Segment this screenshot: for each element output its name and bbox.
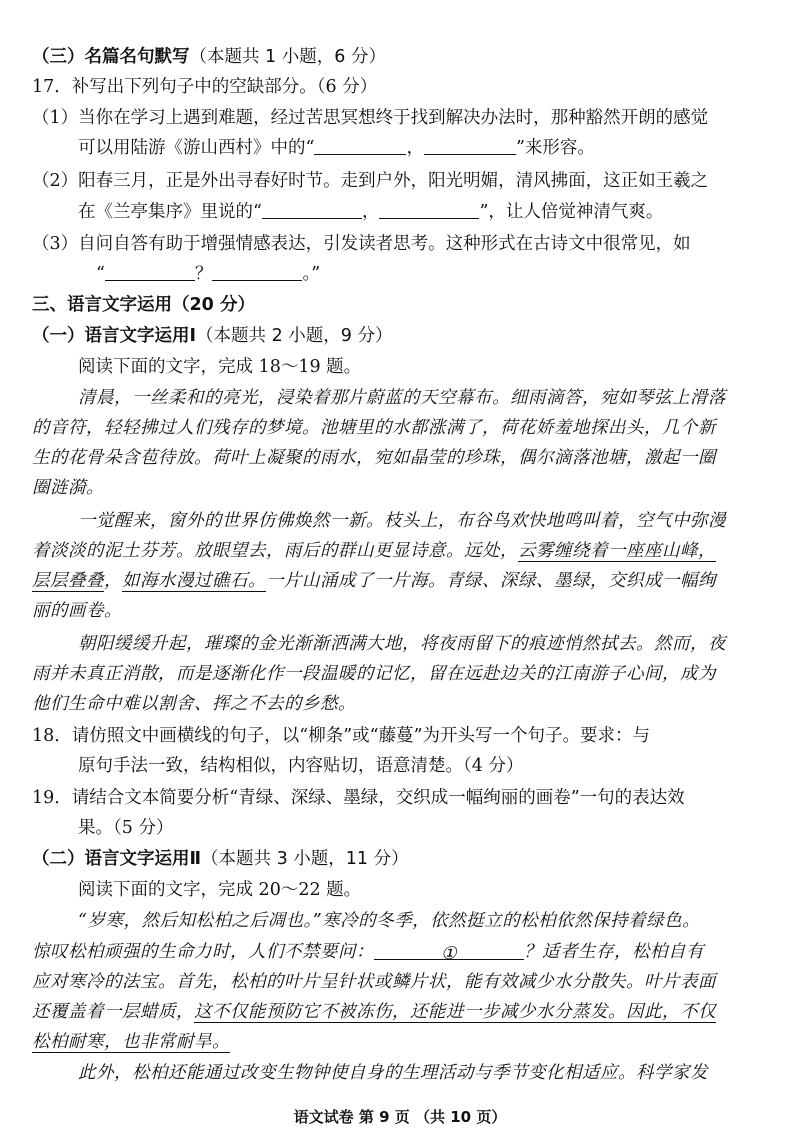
sub1-heading-line: [32, 323, 392, 349]
q17-p1-line1: （1）当你在学习上遇到难题，经过苦思冥想终于找到解决办法时，那种豁然开朗的感觉: [32, 108, 709, 128]
section-c-meta: （本题共 1 小题，6 分）: [189, 47, 386, 67]
passage2-l4: 还覆盖着一层蜡质，这不仅能预防它不被冻伤，还能进一步减少水分蒸发。因此，不仅: [32, 1002, 716, 1022]
q18-l2: 原句手法一致，结构相似，内容贴切，语意清楚。（4 分）: [78, 756, 524, 776]
q17-p3-line2: “ ？ 。”: [96, 264, 321, 284]
page-footer: 语文试卷 第 9 页 （共 10 页）: [293, 1108, 507, 1126]
passage2-blank-1[interactable]: ①: [374, 941, 524, 960]
passage1-p1-l4: 圈涟漪。: [32, 478, 104, 498]
passage1-p3-l3: 他们生命中难以割舍、挥之不去的乡愁。: [32, 694, 356, 714]
sub1-heading: （一）语言文字运用Ⅰ: [32, 326, 197, 346]
underlined-sentence-2a: 这不仅能预防它不被冻伤，还能进一步减少水分蒸发。因此，不仅: [194, 1002, 716, 1022]
q19-l2: 果。（5 分）: [78, 818, 174, 838]
sub1-meta: （本题共 2 小题，9 分）: [196, 326, 393, 346]
sub2-intro: 阅读下面的文字，完成 20～22 题。: [78, 880, 362, 900]
passage2-l5: [32, 1029, 230, 1055]
sub2-heading-line: [32, 846, 409, 872]
q17-p2-line1: （2）阳春三月，正是外出寻春好时节。走到户外，阳光明媚，清风拂面，这正如王羲之: [32, 171, 709, 191]
passage1-p1-l3: 生的花骨朵含苞待放。荷叶上凝聚的雨水，宛如晶莹的珍珠，偶尔滴落池塘，激起一圈: [32, 448, 716, 468]
q19-l1: 19．请结合文本简要分析“青绿、深绿、墨绿，交织成一幅绚丽的画卷”一句的表达效: [32, 788, 685, 808]
q17-p2-blank-1[interactable]: [262, 200, 362, 219]
part3-heading: 三、语言文字运用（20 分）: [32, 295, 255, 315]
underlined-sentence-2b: 松柏耐寒，也非常耐旱。: [32, 1032, 230, 1052]
passage1-p2-l1: 一觉醒来，窗外的世界仿佛焕然一新。枝头上，布谷鸟欢快地鸣叫着，空气中弥漫: [78, 511, 726, 531]
sub2-heading: （二）语言文字运用Ⅱ: [32, 849, 202, 869]
section-c-heading-line: [32, 44, 386, 70]
passage2-l1: “岁寒，然后知松柏之后凋也。”寒冷的冬季，依然挺立的松柏依然保持着绿色。: [78, 911, 701, 931]
passage1-p3-l2: 雨并未真正消散，而是逐渐化作一段温暖的记忆，留在远赴边关的江南游子心间，成为: [32, 664, 716, 684]
q18-l1: 18．请仿照文中画横线的句子，以“柳条”或“藤蔓”为开头写一个句子。要求：与: [32, 726, 651, 746]
q17-p3-line1: （3）自问自答有助于增强情感表达，引发读者思考。这种形式在古诗文中很常见，如: [32, 234, 691, 254]
underlined-sentence-part3: 如海水漫过礁石。: [122, 571, 266, 591]
q17-p2-line2: 在《兰亭集序》里说的“ ， ”，让人倍觉神清气爽。: [78, 202, 664, 222]
passage2-l6: 此外，松柏还能通过改变生物钟使自身的生理活动与季节变化相适应。科学家发: [78, 1063, 708, 1083]
sub1-intro: 阅读下面的文字，完成 18～19 题。: [78, 357, 362, 377]
passage1-p1-l1: 清晨，一丝柔和的亮光，浸染着那片蔚蓝的天空幕布。细雨滴答，宛如琴弦上滑落: [78, 388, 726, 408]
passage1-p3-l1: 朝阳缓缓升起，璀璨的金光渐渐洒满大地，将夜雨留下的痕迹悄然拭去。然而，夜: [78, 634, 726, 654]
q17-p1-blank-2[interactable]: [424, 136, 516, 155]
passage1-p2-l4: 丽的画卷。: [32, 601, 122, 621]
section-c-heading: （三）名篇名句默写: [32, 47, 190, 67]
passage2-l3: 应对寒冷的法宝。首先，松柏的叶片呈针状或鳞片状，能有效减少水分散失。叶片表面: [32, 972, 716, 992]
passage2-l2: 惊叹松柏顽强的生命力时，人们不禁要问： ① ？适者生存，松柏自有: [32, 942, 704, 964]
q17-p1-blank-1[interactable]: [314, 136, 406, 155]
q17-p2-blank-2[interactable]: [379, 200, 479, 219]
passage1-p2-l2: 着淡淡的泥土芬芳。放眼望去，雨后的群山更显诗意。远处，云雾缠绕着一座座山峰，: [32, 541, 716, 561]
q17-stem: 17．补写出下列句子中的空缺部分。（6 分）: [32, 77, 378, 97]
sub2-meta: （本题共 3 小题，11 分）: [201, 849, 409, 869]
passage1-p1-l2: 的音符，轻轻拂过人们残存的梦境。池塘里的水都涨满了，荷花娇羞地探出头，几个新: [32, 418, 716, 438]
q17-p3-blank-1[interactable]: [105, 262, 195, 281]
passage1-p2-l3: 层层叠叠，如海水漫过礁石。一片山涌成了一片海。青绿、深绿、墨绿，交织成一幅绚: [32, 571, 716, 591]
underlined-sentence-part2: 层层叠叠: [32, 571, 104, 591]
q17-p1-line2: 可以用陆游《游山西村》中的“ ， ”来形容。: [78, 138, 595, 158]
underlined-sentence-part1: 云雾缠绕着一座座山峰，: [518, 541, 716, 561]
q17-p3-blank-2[interactable]: [212, 262, 302, 281]
